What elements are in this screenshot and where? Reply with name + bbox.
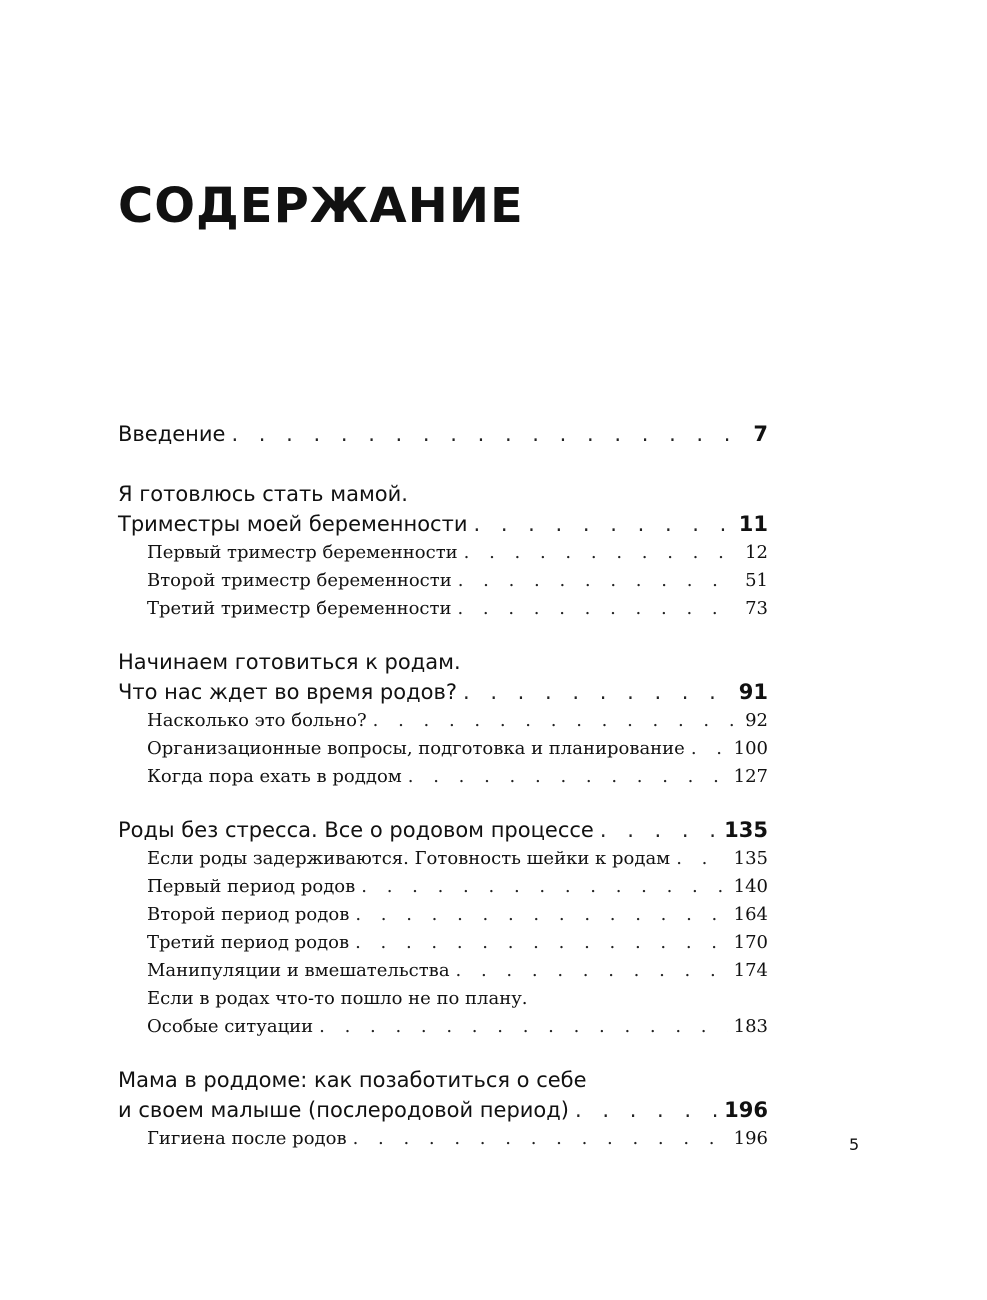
toc-section-title-line[interactable]: Если в родах что-то пошло не по плану. (147, 988, 528, 1009)
toc-chapter-title-line[interactable]: Я готовлюсь стать мамой. (118, 482, 408, 506)
toc-page-number: 196 (724, 1098, 768, 1122)
toc-section-title: Третий триместр беременности (147, 598, 452, 619)
toc-section-row[interactable] (118, 595, 768, 623)
toc-section-row[interactable] (118, 1125, 768, 1153)
toc-section-title: Манипуляции и вмешательства (147, 960, 450, 981)
toc-chapter-row[interactable] (118, 509, 768, 539)
toc-page-number: 7 (753, 422, 768, 446)
toc-page-number: 140 (733, 876, 768, 897)
toc-page-number: 135 (733, 848, 768, 869)
dot-leader (355, 901, 727, 929)
toc-chapter (118, 647, 768, 791)
toc-page-number: 174 (733, 960, 768, 981)
toc-section-row[interactable] (118, 901, 768, 929)
toc-chapter (118, 815, 768, 1041)
toc-section-title: Третий период родов (147, 932, 350, 953)
toc-page-number: 11 (738, 512, 768, 536)
toc-chapter-row[interactable] (118, 419, 768, 449)
toc-section-title: Первый период родов (147, 876, 356, 897)
toc-section-title: Второй триместр беременности (147, 570, 452, 591)
toc-section-row[interactable] (118, 873, 768, 901)
toc-chapter-title: Роды без стресса. Все о родовом процессе (118, 818, 594, 842)
toc-chapter-title: Введение (118, 422, 226, 446)
toc-chapter-title: Триместры моей беременности (118, 512, 468, 536)
dot-leader (231, 419, 747, 449)
toc-section-title: Гигиена после родов (147, 1128, 347, 1149)
toc-page-number: 183 (733, 1016, 768, 1037)
toc-chapter-title-line[interactable]: Мама в роддоме: как позаботиться о себе (118, 1068, 587, 1092)
page-title: СОДЕРЖАНИЕ (118, 178, 524, 234)
dot-leader (457, 595, 739, 623)
toc-chapter (118, 479, 768, 623)
toc-section-row[interactable] (118, 763, 768, 791)
dot-leader (361, 873, 727, 901)
toc-chapter-row[interactable] (118, 1095, 768, 1125)
toc-section-row[interactable] (118, 1013, 768, 1041)
toc-section-row[interactable] (118, 845, 768, 873)
dot-leader (319, 1013, 728, 1041)
dot-leader (463, 677, 733, 707)
toc-page-number: 92 (745, 710, 768, 731)
dot-leader (473, 509, 732, 539)
toc-section-title: Если роды задерживаются. Готовность шейки к родам (147, 848, 671, 869)
toc-chapter-row[interactable] (118, 677, 768, 707)
toc-chapter-title: Что нас ждет во время родов? (118, 680, 457, 704)
toc-section-title: Когда пора ехать в роддом (147, 766, 402, 787)
toc-page-number: 51 (745, 570, 768, 591)
toc-chapter-title: и своем малыше (послеродовой период) (118, 1098, 569, 1122)
toc-page-number: 73 (745, 598, 768, 619)
toc-page-number: 127 (733, 766, 768, 787)
dot-leader (464, 539, 739, 567)
toc-section-row[interactable] (118, 929, 768, 957)
toc-intro (118, 419, 768, 449)
dot-leader (458, 567, 739, 595)
toc-section-title: Организационные вопросы, подготовка и планирование (147, 738, 685, 759)
toc-section-row[interactable] (118, 567, 768, 595)
toc-page-number: 12 (745, 542, 768, 563)
toc-page-number: 135 (724, 818, 768, 842)
dot-leader (408, 763, 728, 791)
toc-section-row[interactable] (118, 707, 768, 735)
dot-leader (676, 845, 727, 873)
dot-leader (373, 707, 739, 735)
toc-section-row[interactable] (118, 539, 768, 567)
toc-page-number: 170 (733, 932, 768, 953)
toc-page-number: 100 (733, 738, 768, 759)
dot-leader (575, 1095, 718, 1125)
toc-section-title: Второй период родов (147, 904, 350, 925)
dot-leader (355, 929, 728, 957)
toc-section-title: Первый триместр беременности (147, 542, 458, 563)
toc-chapter-row[interactable] (118, 815, 768, 845)
dot-leader (456, 957, 728, 985)
dot-leader (600, 815, 718, 845)
table-of-contents (118, 419, 768, 1177)
toc-section-title: Особые ситуации (147, 1016, 314, 1037)
toc-section-row[interactable] (118, 957, 768, 985)
toc-page-number: 196 (733, 1128, 768, 1149)
toc-page-number: 91 (738, 680, 768, 704)
toc-chapter (118, 1065, 768, 1153)
toc-page-number: 164 (733, 904, 768, 925)
toc-section-title: Насколько это больно? (147, 710, 367, 731)
dot-leader (353, 1125, 728, 1153)
toc-section-row[interactable] (118, 735, 768, 763)
dot-leader (691, 735, 728, 763)
toc-chapter-title-line[interactable]: Начинаем готовиться к родам. (118, 650, 461, 674)
page-number: 5 (849, 1135, 860, 1154)
